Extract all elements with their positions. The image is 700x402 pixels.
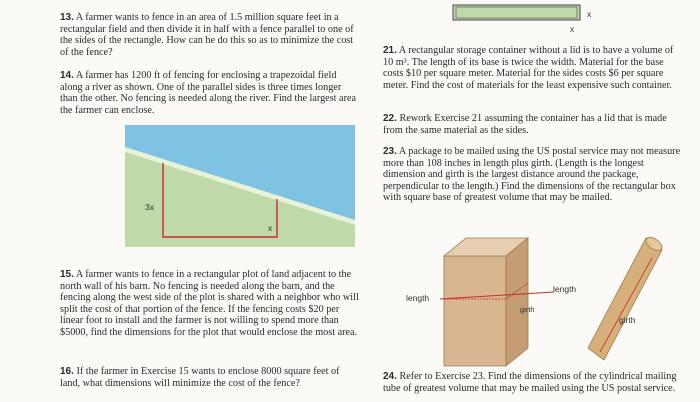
tube-length-label: length [553,284,577,294]
problem-number: 24. [383,371,397,382]
problem-number: 15. [60,269,74,280]
problem-text: A rectangular storage container without a lid is to have a volume of 10 m³. The length of its base is twice the width. Material for the base costs $10 per square meter. Material for the sides costs $6 per square meter. Find the cost of materials for the least expensive such container. [383,45,674,91]
problem-text: Refer to Exercise 23. Find the dimensions of the cylindrical mailing tube of greatest volume that may be mailed using the US postal service. [383,371,677,394]
problem-text: If the farmer in Exercise 15 wants to enclose 8000 square feet of land, what dimensions will minimize the cost of the fence? [60,366,340,389]
problem-21 [383,45,683,91]
box-front [444,256,506,366]
top-rect-bottom-label: x [570,24,575,34]
problem-24 [383,371,683,394]
problem-text: A farmer has 1200 ft of fencing for enclosing a trapezoidal field along a river as shown. One of the parallel sides is three times longer than the other. No fencing is needed along the river. Find the largest area the farmer can enclose. [60,70,357,116]
problem-15 [60,269,360,339]
problem-number: 13. [60,12,74,23]
problem-text: A farmer wants to fence in an area of 1.5 million square feet in a rectangular field and then divide it in half with a fence parallel to one of the sides of the rectangle. How can he do this so as to minimize the cost of the fence? [60,12,354,58]
top-rect-figure [452,2,582,24]
problem-22 [383,113,683,136]
trapezoid-river-figure [125,125,355,247]
problem-text: Rework Exercise 21 assuming the container has a lid that is made from the same material as the sides. [383,113,667,136]
trapezoid-left-label: 3x [145,202,154,212]
tube-length-line [600,258,652,352]
box-side [506,238,528,366]
trapezoid-bottom-label: x [268,223,273,233]
tube-figure [588,236,668,366]
problem-number: 21. [383,45,397,56]
problem-14 [60,70,360,116]
top-rect-right-label: x [587,9,592,19]
problem-13 [60,12,360,58]
problem-number: 22. [383,113,397,124]
problem-text: A package to be mailed using the US postal service may not measure more than 108 inches in length plus girth. (Length is the longest dimension and girth is the largest distance around the package, perpendicular to the length.) Find the dimensions of the rectangular box with square base of greatest volume that may be mailed. [383,146,681,204]
problem-number: 23. [383,146,397,157]
box-length-label: length [406,293,430,303]
problem-16 [60,366,360,389]
tube-body [588,238,662,360]
problem-text: A farmer wants to fence in a rectangular plot of land adjacent to the north wall of his barn. No fencing is needed along the barn, and the fencing along the west side of the plot is shared with a neighbor who will split the cost of that portion of the fence. If the fencing costs $20 per linear foot to install and the farmer is not willing to spend more than $5000, find the dimensions for the plot that would enclose the most area. [60,269,359,338]
box-girth-label: girth [520,305,535,314]
box-figure [444,236,544,366]
tube-girth-label: girth [619,315,636,325]
problem-number: 16. [60,366,74,377]
problem-number: 14. [60,70,74,81]
problem-23 [383,146,683,204]
